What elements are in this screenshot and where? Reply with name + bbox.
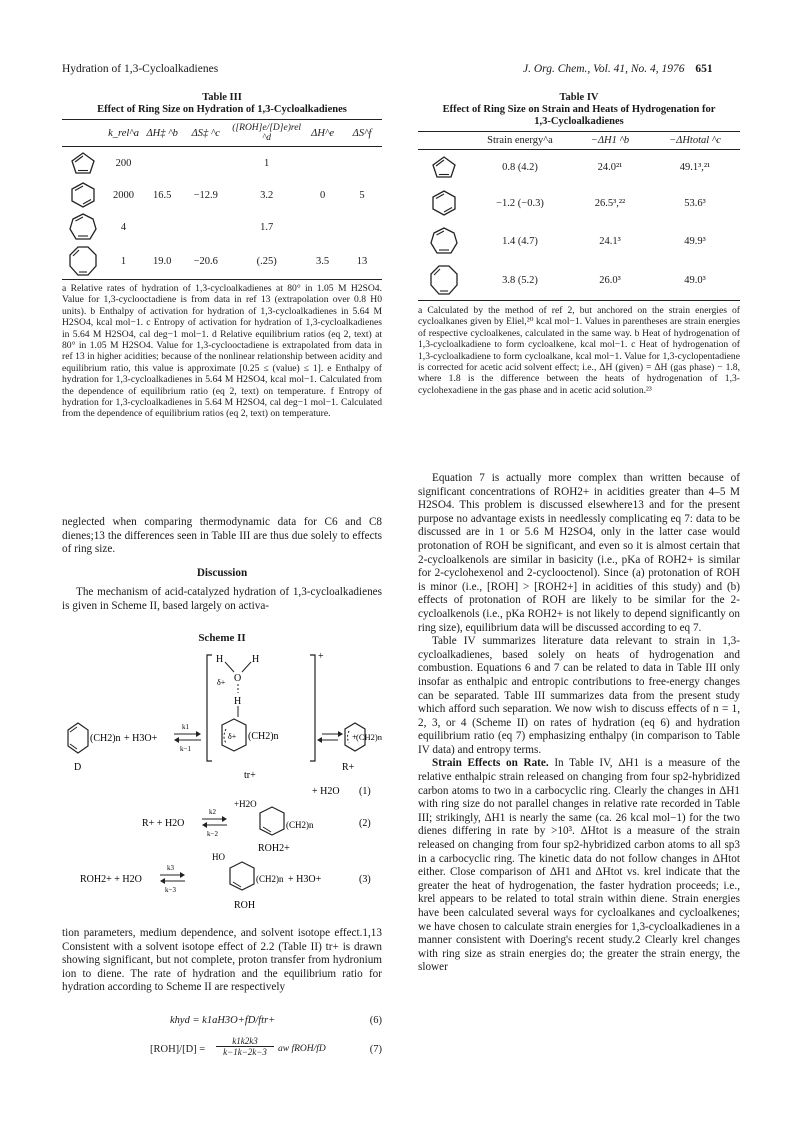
km3-label: k−3 [165,886,176,894]
journal-citation: J. Org. Chem., Vol. 41, No. 4, 1976 [523,63,685,75]
tr-label: tr+ [244,770,256,781]
right-body [418,472,740,975]
eq6-number: (6) [369,1015,382,1026]
strain-paragraph-text: In Table IV, ΔH1 is a measure of the relative enthalpic strain released on changing from four sp2-hybridized carbon atoms to two in a carbocyclic ring. Clearly the changes in ΔH1 with ring size do not parallel changes in relative rate recorded in Table III; strikingly, ΔH1 is nearly the same (ca. 26 kcal mol−1) for the two dienes differing in rate by >10³. ΔHtot is a measure of the strain released on changing from four sp2-hybridized carbon atoms to all sp3 in a carbocyclic ring. The kinetic data do not follow changes in ΔHtot either. Close comparison of ΔH1 and ΔHtot vs. krel indicate that the greater the heat of hydrogenation, the faster hydration proceeds; i.e., krel appears to be related to total strain within diene. Strain energies have been calculated several ways for cycloalkanes and cycloalkenes; we have chosen to calculate strain energies for 1,3-cycloalkadienes in a manner consistent with Doering's recent study.2 Clearly krel changes with ring size as strain energies do; the greater the strain energy, the slower [418,757,740,974]
km2-label: k−2 [207,830,218,838]
eq2-lhs: R+ + H2O [142,818,185,829]
table-iv-footnotes: a Calculated by the method of ref 2, but anchored on the strain energies of cycloalkanes given by Eliel,²⁰ kcal mol−1. Values in parentheses are strain energies of respective cycloalkenes, calculated in the same way. b Heat of hydrogenation of 1,3-cycloalkadiene to form cycloalkene, kcal mol−1. c Heat of hydrogenation of 1,3-cycloalkadiene to form cycloalkane, kcal mol−1. Value for 1,3-cyclopentadiene is corrected for acetic acid solvent effect; i.e., ΔH (given) = ΔH (gas phase) − 1.8, where 1.8 is the difference between the heats of hydrogenation of 1,3-cyclohexadiene in the gas phase and in acetic acid solution.²³ [418,305,740,396]
r-plus-charge: + [352,732,358,742]
ho-label: HO [212,852,225,862]
roh-label: ROH [234,900,256,911]
dhe-cell [303,211,342,243]
cyclopentadiene-structure [70,151,96,175]
eq3-number: (3) [359,874,371,885]
col-ds-act: ΔS‡ ^c [181,120,230,147]
ch2n-label-eq2: (CH2)n [286,820,314,830]
cycloheptadiene-structure [430,226,458,256]
strain-cell: −1.2 (−0.3) [496,197,544,209]
table-iii-label: Table III [202,92,242,103]
dhe-cell [303,147,342,180]
discussion-heading: Discussion [196,566,248,579]
dh-cell: 16.5 [152,189,172,201]
ds-cell [181,211,230,243]
table-iii-block [62,92,382,420]
cyclooctadiene-structure [429,264,459,296]
col-dhtot: −ΔHtotal ^c [650,132,740,150]
table-iv-header-row [418,132,740,150]
dh-cell: 19.0 [143,243,181,280]
k1-label: k1 [182,723,189,731]
ts-delta-o: δ+ [217,678,226,687]
table-iii-footnotes: a Relative rates of hydration of 1,3-cycloalkadienes at 80° in 1.05 M H2SO4. Value for 1,3-cyclooctadiene is from data in ref 13 (extrapolation over 0.8 H0 units). b Enthalpy of activation for hydration of 1,3-cycloalkadienes in 5.64 M H2SO4, kcal mol−1. c Entropy of activation for hydration of 1,3-cycloalkadienes in 5.64 M H2SO4, cal deg−1 mol−1. d Relative equilibrium ratios (eq 2, text) at 80° in 1.05 M H2SO4. Value for 1,3-cyclooctadiene is extrapolated from data in ref 13 in higher acidities; because of the nonlinear relationship between acidity and equilibrium ratio, this value is approximate [0.25 ≤ (value) ≤ 1]. e Enthalpy of hydration for 1,3-cycloalkadienes in 5.64 M H2SO4, kcal mol−1. Calculated from the dependence of equilibrium ratio (eq 2, text) on temperature. f Entropy of hydration for 1,3-cycloalkadienes in 5.64 M H2SO4, cal deg−1 mol−1. Calculated from the dependence of equilibrium ratios (eq 2, text) on temperature. [62,283,382,420]
ds-cell: −12.9 [193,189,218,201]
col-eq-ratio: ([ROH]e/[D]e)rel ^d [230,120,303,147]
equation-6 [170,1015,382,1026]
scheme-ii-eq3 [62,852,382,912]
dh1-cell: 24.1³ [599,235,621,247]
ts-oxygen: O [234,673,242,684]
ts-h-transfer: H [234,696,242,707]
section-heading-strain: Strain Effects on Rate. [432,757,549,770]
cyclohexadiene-structure [70,181,96,209]
dhtot-cell: 49.0³ [650,260,740,301]
dhtot-cell: 53.6³ [684,197,706,209]
eq1-water: + H2O [312,786,340,797]
col-strain: Strain energy^a [470,132,570,150]
table-iv-label: Table IV [559,92,599,103]
paragraph: tion parameters, medium dependence, and solvent isotope effect.1,13 Consistent with a solvent isotope effect of 2.2 (Table II) tr+ is drawn showing significant, but not complete, proton transfer from hydronium ion to diene. The rate of hydration and the equilibrium ratio for hydration according to Scheme II are respectively [62,927,382,994]
running-header-right [523,63,713,75]
ch2n-label-d: (CH2)n [90,733,121,744]
table-row [62,243,382,280]
h2o-plus-label: +H2O [234,799,257,809]
col-dh-act: ΔH‡ ^b [143,120,181,147]
eq3-rhs: + H3O+ [288,874,322,885]
page-number: 651 [695,63,713,75]
krel-cell: 1 [104,243,143,280]
dh-cell [143,147,181,180]
eq7-numerator: k1k2k3 [216,1036,274,1047]
table-iii-header-row [62,120,382,147]
ratio-cell: 1.7 [260,221,274,233]
eq2-number: (2) [359,818,371,829]
dhe-cell: 3.5 [303,243,342,280]
km1-label: k−1 [180,745,191,753]
cyclopentadiene-structure [431,155,457,179]
col-dh-hyd: ΔH^e [303,120,342,147]
cyclooctadiene-structure [68,245,98,277]
eq7-lhs: [ROH]/[D] = [150,1044,206,1055]
table-row [418,260,740,301]
table-iii-caption: Effect of Ring Size on Hydration of 1,3-Cycloalkadienes [97,104,347,115]
col-dh1: −ΔH1 ^b [570,132,650,150]
table-row [418,150,740,185]
dh-cell [143,211,181,243]
dh1-cell: 26.5³,²² [594,197,626,209]
dhtot-cell: 49.1³,²¹ [679,161,711,173]
paragraph: Table IV summarizes literature data relevant to strain in 1,3-cycloalkadienes, based solely on heats of hydrogenation and combustion. Equations 6 and 7 can be related to data in Table III only insofar as enthalpic and entropic contributions to free-energy changes can be separated. Table III summarizes data from the present study which afford such separation. We now wish to discuss effects of n = 1, 2, 3, or 4 (Scheme II) on rates of hydration (eq 6) and hydration equilibrium ratio (eq 7) emphasizing enthalpy (in comparison to Table IV data) and entropy terms. [418,635,740,756]
running-header-left: Hydration of 1,3-Cycloalkadienes [62,63,219,75]
krel-cell: 200 [115,157,132,169]
table-iv-block [418,92,740,396]
left-body-top [62,516,382,614]
strain-cell: 0.8 (4.2) [502,161,538,173]
diene-ring-shape [68,723,88,753]
k2-label: k2 [209,808,216,816]
paragraph: neglected when comparing thermodynamic data for C6 and C8 dienes;13 the differences seen in Table III are thus due solely to effects of ring size. [62,516,382,556]
eq3-lhs: ROH2+ + H2O [80,874,142,885]
ratio-cell: 3.2 [260,189,274,201]
table-row [62,147,382,180]
roh2-label: ROH2+ [258,843,290,854]
dh1-cell: 24.0²¹ [597,161,623,173]
table-row [418,184,740,222]
cycloheptadiene-structure [69,212,97,242]
left-body-bottom [62,927,382,995]
dsf-cell [342,147,382,180]
ts-charge: + [318,651,324,662]
table-row [418,222,740,260]
r-label: R+ [342,762,355,773]
table-row [62,179,382,211]
d-label: D [74,762,82,773]
ts-h-right: H [252,654,260,665]
dhtot-cell: 49.9³ [684,235,706,247]
dhe-cell: 0 [319,189,326,201]
eq7-rhs: aw fROH/fD [278,1044,326,1054]
table-row [62,211,382,243]
krel-cell: 4 [120,221,127,233]
paragraph: The mechanism of acid-catalyzed hydration of 1,3-cycloalkadienes is given in Scheme II, based largely on activa- [62,586,382,612]
cyclohexadiene-structure [431,189,457,217]
table-iv [418,131,740,301]
ts-h-left: H [216,654,224,665]
eq6-expression: khyd = k1aH3O+fD/ftr+ [170,1015,276,1026]
ds-cell [181,147,230,180]
scheme-ii-diagram [62,645,382,885]
equation-7 [150,1036,382,1066]
strain-cell: 1.4 (4.7) [502,235,538,247]
dsf-cell: 5 [359,189,365,201]
eq7-denominator: k−1k−2k−3 [223,1047,267,1057]
paragraph [418,757,740,975]
col-krel: k_rel^a [104,120,143,147]
ds-cell: −20.6 [181,243,230,280]
eq1-number: (1) [359,786,371,797]
krel-cell: 2000 [113,189,135,201]
ratio-cell: 1 [264,157,270,169]
k3-label: k3 [167,864,174,872]
col-ds-hyd: ΔS^f [342,120,382,147]
ch2n-label-r: (CH2)n [356,732,382,742]
h3o-reactant: + H3O+ [124,733,158,744]
dsf-cell: 13 [342,243,382,280]
table-iii [62,119,382,280]
ts-delta-ring: δ+ [228,732,237,741]
strain-cell: 3.8 (5.2) [470,260,570,301]
scheme-ii-title: Scheme II [198,632,246,644]
ch2n-label-tr: (CH2)n [248,731,279,742]
paragraph: Equation 7 is actually more complex than written because of significant concentrations of ROH2+ in acidities greater than 4–5 M H2SO4. This problem is discussed elsewhere13 and for the present purpose no advantage exists in needlessly complicating eq 7: data to be discussed are in 1 or 5.6 M H2SO4, only in the latter case would protonation of ROH be significant, and even so it is almost certain that 2-cycloalkenols are similar in basicity (i.e., pKa of ROH2+ is similar for 2-cyclohexenol and 2-cyclooctenol). Since (a) protonation of ROH is minor (i.e., [ROH] > [ROH2+] in acidities of this study) and (b) effects of protonation of ROH are likely to be similar for the 2-cycloalkenols (i.e., pKa ROH2+ is not likely to depend significantly on ring size), equilibrium data will be discussed according to eq 7. [418,472,740,634]
ratio-cell: (.25) [230,243,303,280]
ch2n-label-eq3: (CH2)n [256,874,284,884]
eq7-number: (7) [369,1044,382,1055]
table-iv-caption: Effect of Ring Size on Strain and Heats of Hydrogenation for 1,3-Cycloalkadienes [442,104,716,127]
dh1-cell: 26.0³ [570,260,650,301]
dsf-cell [342,211,382,243]
